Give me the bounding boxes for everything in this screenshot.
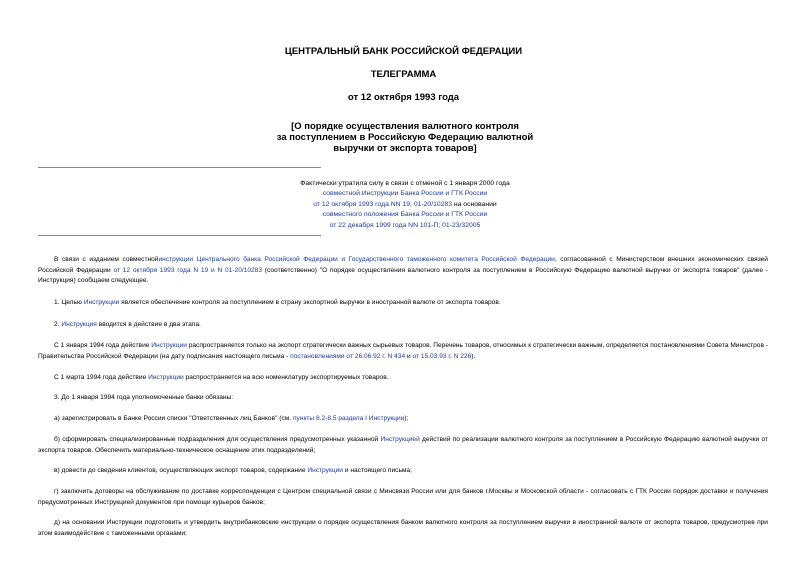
divider-top bbox=[38, 167, 321, 168]
text: в) довести до сведения клиентов, осуществляющих экспорт товаров, содержание bbox=[54, 467, 308, 474]
text: (соответственно) "О порядке осуществления валютного контроля за поступлением в Российскую Федерацию валютной выручки от экспорта товаров" (далее - Инструкция) сообщаем следующее. bbox=[38, 266, 768, 284]
text: 3. До 1 января 1994 года уполномоченные банки обязаны: bbox=[54, 394, 234, 401]
status-note bbox=[240, 179, 570, 231]
paragraph-3 bbox=[38, 341, 768, 362]
doc-link[interactable]: инструкции Центрального банка Российской Федерации и Государственного таможенного комитета Российской Федерации bbox=[158, 256, 555, 263]
status-note-text: на основании bbox=[452, 200, 497, 208]
doc-link[interactable]: от 12 октября 1993 года N 19 и N 01-20/10283 bbox=[113, 266, 263, 274]
doc-link[interactable]: постановлениями от 26.06.92 г. N 434 bbox=[290, 352, 406, 360]
document-title bbox=[250, 121, 560, 154]
text: 1. Целью bbox=[54, 299, 84, 306]
doc-link[interactable]: Инструкцией bbox=[380, 436, 420, 443]
paragraph-7 bbox=[38, 435, 768, 456]
title-line: за поступлением в Российскую Федерацию валютной bbox=[276, 132, 534, 143]
paragraph-5 bbox=[38, 393, 768, 404]
paragraph-4 bbox=[38, 373, 768, 384]
doc-link[interactable]: Инструкции bbox=[148, 374, 184, 381]
text: , согласованной с Министерством внешних экономических связей Российской Федерации bbox=[38, 256, 768, 274]
issuer-name: ЦЕНТРАЛЬНЫЙ БАНК РОССИЙСКОЙ ФЕДЕРАЦИИ bbox=[284, 46, 523, 57]
doc-link[interactable]: от 15.03.93 г. N 226 bbox=[412, 352, 472, 360]
document-type: ТЕЛЕГРАММА bbox=[370, 69, 437, 80]
paragraph-8 bbox=[38, 466, 768, 477]
status-note-line: Фактически утратила силу в связи с отменой с 1 января 2000 года bbox=[300, 180, 510, 187]
doc-link[interactable]: Инструкции bbox=[307, 467, 343, 474]
text: ). bbox=[471, 352, 476, 360]
text: действий по реализации валютного контроля за поступлением в Российскую Федерацию валютной выручки от экспорта товаров. Обеспечить материально-техническое оснащение этих подразделений; bbox=[38, 436, 768, 454]
doc-link[interactable]: Инструкции bbox=[83, 299, 120, 306]
text: г) заключить договоры на обслуживание по доставке корреспонденции с Центром специальной связи с Минсвязи России или для банков г.Москвы и Московской области - согласовать с ГТК России порядок доставки и получения предусмотренных Инструкцией документов при помощи курьеров банков; bbox=[38, 488, 768, 506]
text: 2. bbox=[54, 321, 62, 328]
text: С 1 марта 1994 года действие bbox=[54, 374, 149, 381]
status-note-link[interactable]: совместного положения Банка России и ГТК России bbox=[322, 211, 488, 219]
text: а) зарегистрировать в Банке России списки "Ответственных лиц Банков" (см. bbox=[54, 415, 293, 422]
doc-link[interactable]: Инструкции bbox=[151, 342, 187, 349]
text: вводится в действие в два этапа. bbox=[96, 321, 201, 328]
paragraph-1 bbox=[38, 298, 768, 309]
text: распространяется на всю номенклатуру экспортируемых товаров. bbox=[183, 374, 389, 381]
text: В связи с изданием совместной bbox=[54, 256, 159, 263]
divider-bottom bbox=[38, 235, 321, 236]
text: распространяется только на экспорт стратегически важных сырьевых товаров. Перечень товаров, относимых к стратегически важным, определяется постановлениями Совета Министров - Правительства Российской Федерации (на дату подписания настоящего письма - bbox=[38, 342, 769, 360]
status-note-link[interactable]: от 12 октября 1993 года NN 19; 01-20/10283 bbox=[313, 200, 452, 208]
text: С 1 января 1994 года действие bbox=[54, 342, 152, 349]
status-note-link[interactable]: от 22 декабря 1999 года NN 101-П; 01-23/32005 bbox=[329, 221, 481, 229]
text: и bbox=[405, 352, 413, 360]
text: и настоящего письма; bbox=[342, 467, 412, 474]
paragraph-6 bbox=[38, 414, 768, 425]
paragraph-intro bbox=[38, 255, 768, 287]
paragraph-10 bbox=[38, 518, 768, 539]
text: является обеспечение контроля за поступлением в страну экспортной выручки в иностранной валюте от экспорта товаров. bbox=[119, 299, 501, 306]
title-line: выручки от экспорта товаров] bbox=[333, 143, 477, 154]
doc-link[interactable]: Инструкция bbox=[61, 321, 97, 328]
text: ); bbox=[404, 415, 409, 422]
doc-link[interactable]: пункты 8.2-8.5 раздела I Инструкции bbox=[292, 415, 405, 422]
status-note-link[interactable]: совместной Инструкции Банка России и ГТК России bbox=[322, 190, 488, 198]
paragraph-9 bbox=[38, 487, 768, 508]
text: д) на основании Инструкции подготовить и утвердить внутрибанковские инструкции о порядке осуществления банком валютного контроля за поступлением выручки в иностранной валюте от экспорта товаров, предусмотрев при этом взаимодействие с таможенными органами; bbox=[38, 519, 768, 537]
paragraph-2 bbox=[38, 320, 768, 331]
text: б) сформировать специализированные подразделения для осуществления предусмотренных указанной bbox=[54, 436, 381, 443]
document-date: от 12 октября 1993 года bbox=[347, 92, 460, 103]
title-line: [О порядке осуществления валютного контроля bbox=[291, 121, 519, 132]
